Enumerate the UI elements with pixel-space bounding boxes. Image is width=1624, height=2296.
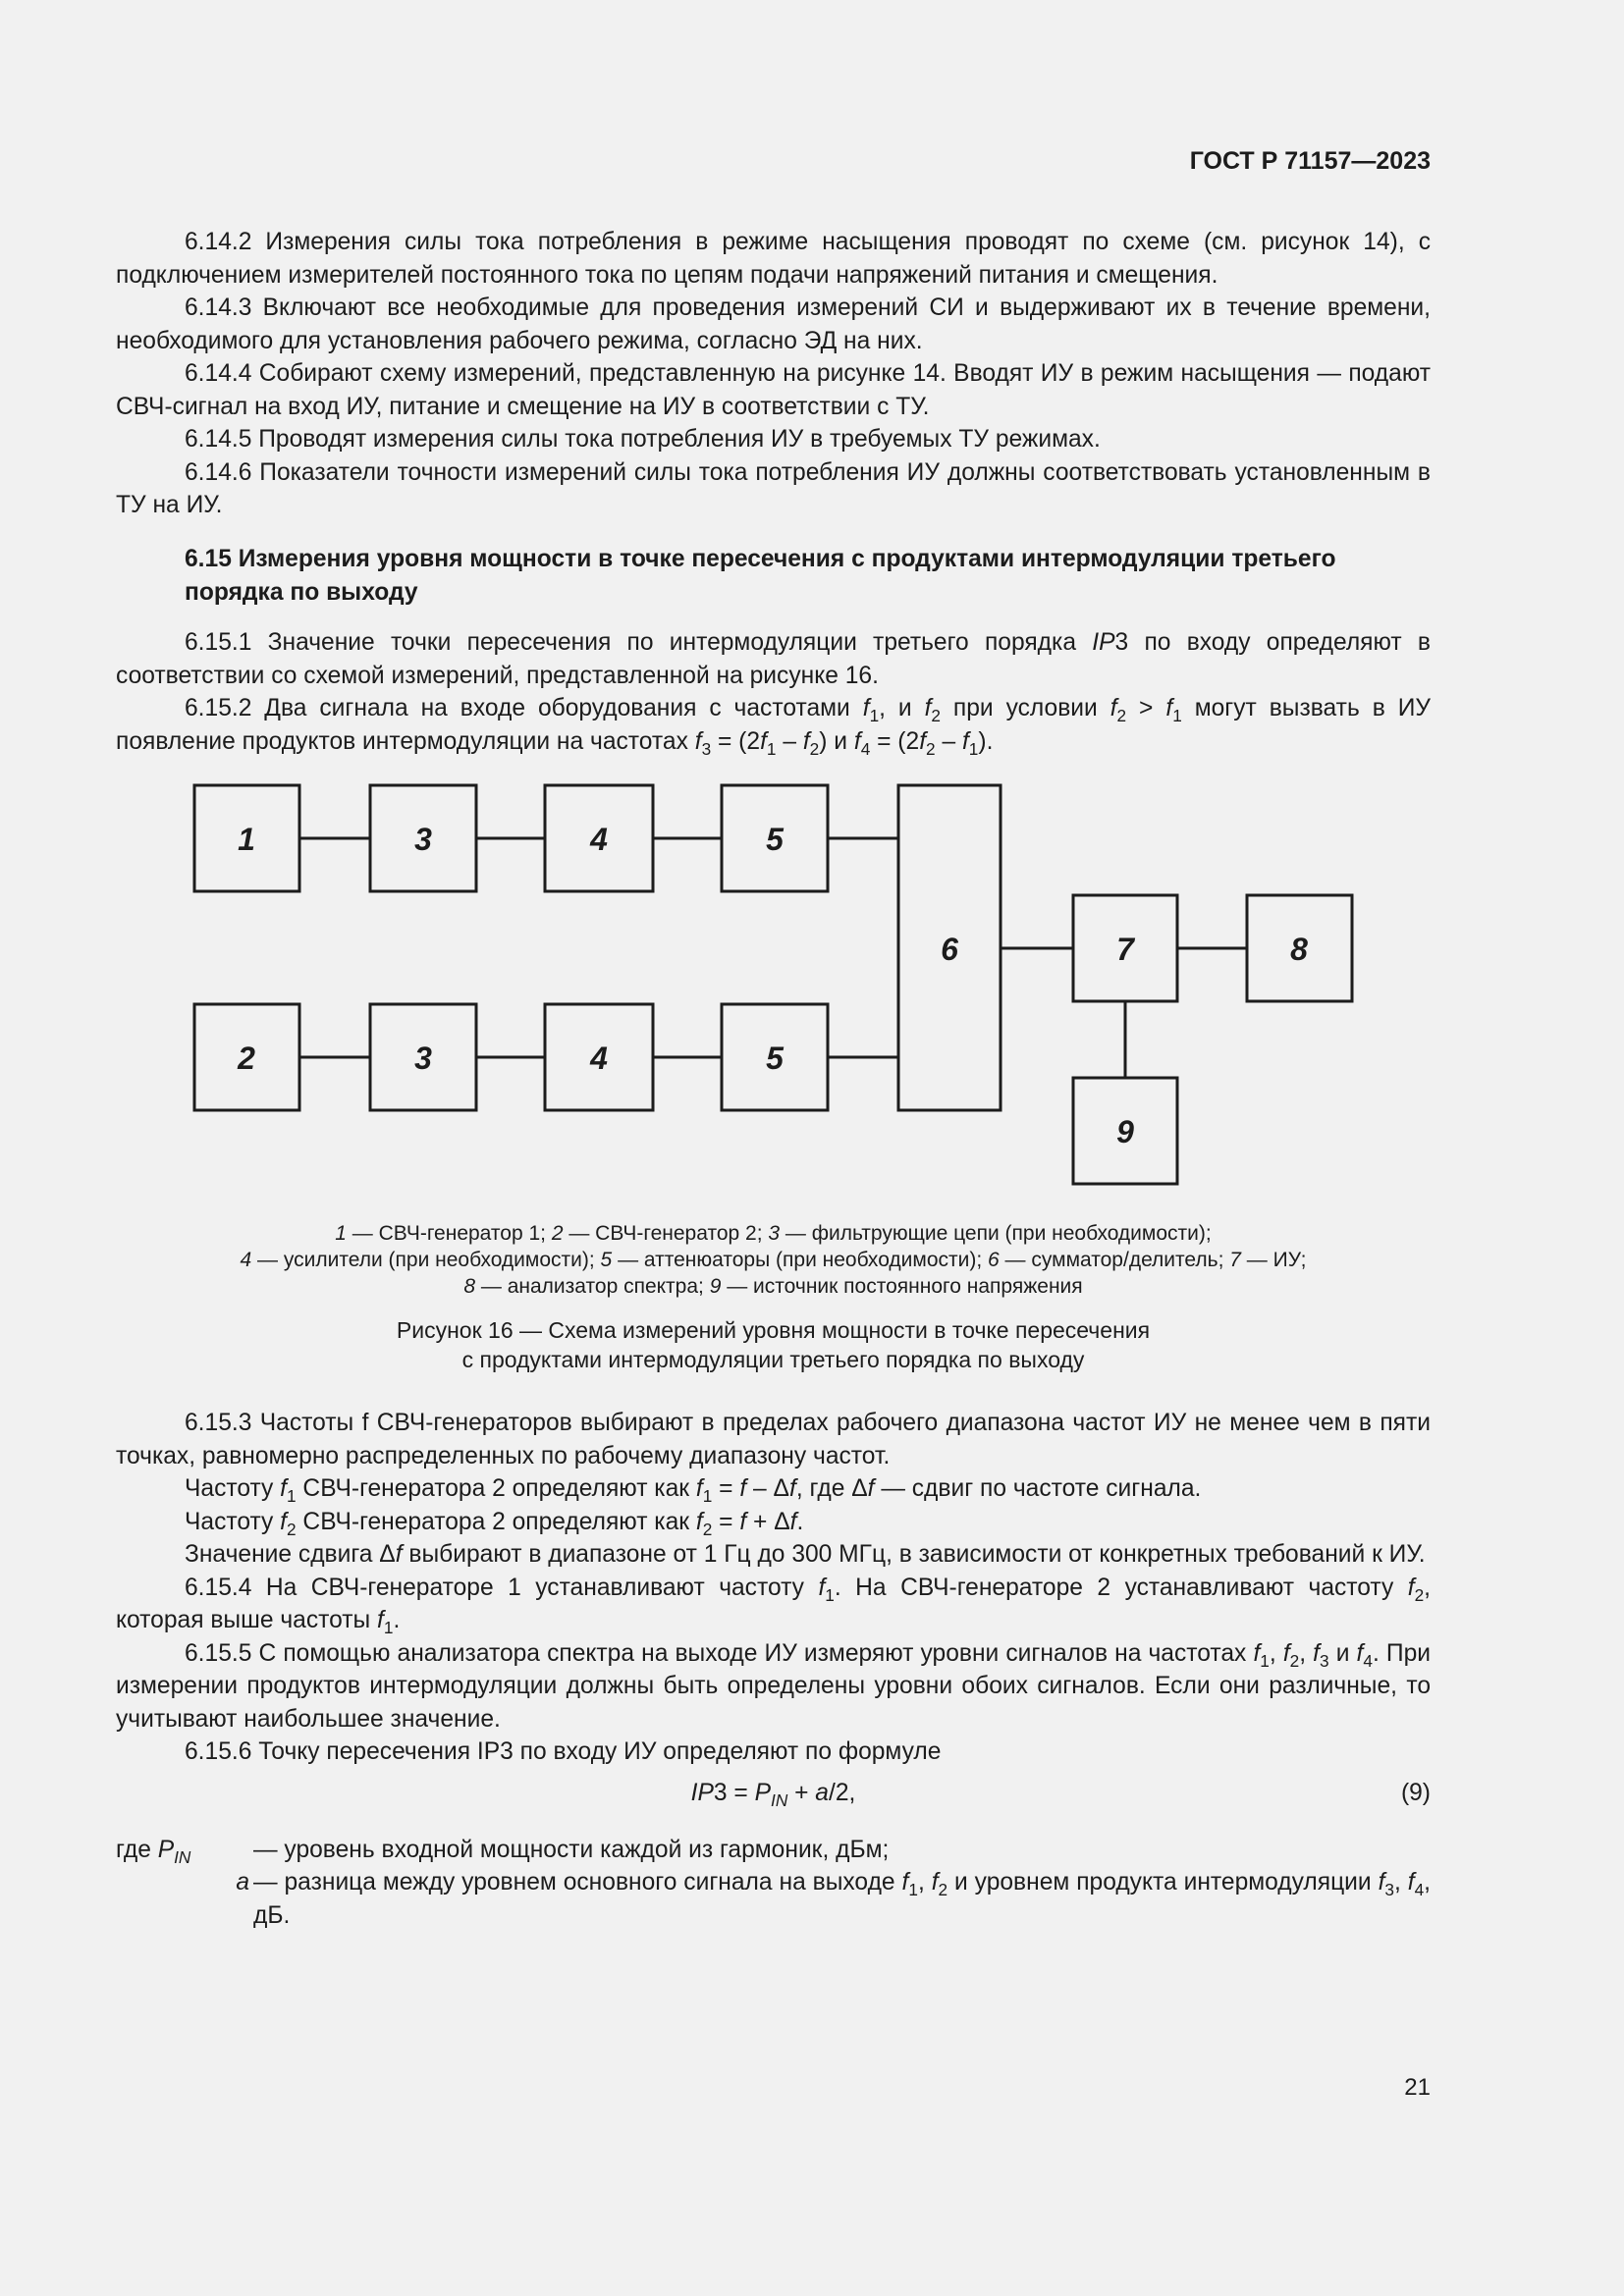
document-header: ГОСТ Р 71157—2023 [1189, 147, 1431, 175]
legend-line: 4 — усилители (при необходимости); 5 — аттенюаторы (при необходимости); 6 — сумматор/делитель; 7 — ИУ; [240, 1249, 1307, 1271]
block-label: 4 [590, 822, 608, 857]
block-label: 7 [1116, 932, 1134, 967]
paragraph-6-15-3: 6.15.3 Частоты f СВЧ-генераторов выбирают в пределах рабочего диапазона частот ИУ не менее чем в пяти точках, равномерно распределенных по рабочему диапазону частот. [116, 1410, 1431, 1469]
formula-9 [116, 1777, 1431, 1812]
paragraph-6-15-6: 6.15.6 Точку пересечения IP3 по входу ИУ определяют по формуле [185, 1738, 942, 1765]
paragraph: 6.14.3 Включают все необходимые для проведения измерений СИ и выдерживают их в течение времени, необходимого для установления рабочего режима, согласно ЭД на них. [116, 294, 1431, 354]
figure-title: Рисунок 16 — Схема измерений уровня мощности в точке пересечения с продуктами интермодуляции третьего порядка по выходу [396, 1317, 1151, 1372]
page-number: 21 [1404, 2074, 1431, 2101]
formula-line-f1: Частоту $f_1$ СВЧ-генератора 2 определяют как $f_1 = f - \Delta f$, где Δf — сдвиг по частоте сигнала. [185, 1475, 1202, 1506]
paragraph: 6.14.2 Измерения силы тока потребления в режиме насыщения проводят по схеме (см. рисунок 14), с подключением измерителей постоянного тока по цепям подачи напряжений питания и смещения. [116, 229, 1431, 289]
paragraph: 6.14.5 Проводят измерения силы тока потребления ИУ в требуемых ТУ режимах. [185, 426, 1101, 453]
paragraph-6-15-4: 6.15.4 На СВЧ-генераторе 1 устанавливают частоту $f_1$. На СВЧ-генераторе 2 устанавливают частоту $f_2$, которая выше частоты $f_1$. [116, 1574, 1432, 1637]
block-label: 9 [1116, 1114, 1134, 1149]
paragraph-6-15-5: 6.15.5 С помощью анализатора спектра на выходе ИУ измеряют уровни сигналов на частотах $f_1$, $f_2$, $f_3$ и $f_4$. При измерении продуктов интермодуляции должны быть определены уровни обоих сигналов. Если они различные, то учитывают наибольшее значение. [116, 1639, 1431, 1733]
section-heading: 6.15 Измерения уровня мощности в точке пересечения с продуктами интермодуляции третьего порядка по выходу [185, 546, 1336, 606]
formula-expression: $IP3 = P_{IN} + a/2$, [690, 1779, 856, 1810]
block-label: 4 [590, 1041, 608, 1076]
definition-a: a — разница между уровнем основного сигнала на выходе $f_1$, $f_2$ и уровнем продукта интермодуляции $f_3$, $f_4$, дБ. [236, 1869, 1431, 1929]
block-label: 3 [414, 1041, 432, 1076]
definition-pin: где $P_{IN}$ — уровень входной мощности каждой из гармоник, дБм; [116, 1836, 890, 1867]
block-label: 8 [1290, 932, 1308, 967]
paragraph-shift: Значение сдвига Δf выбирают в диапазоне от 1 Гц до 300 МГц, в зависимости от конкретных требований к ИУ. [185, 1541, 1426, 1568]
block-label: 3 [414, 822, 432, 857]
block-label: 5 [766, 1041, 784, 1076]
paragraph-6-15-1: 6.15.1 Значение точки пересечения по интермодуляции третьего порядка IP3 по входу определяют в соответствии со схемой измерений, представленной на рисунке 16. [116, 629, 1431, 689]
formula-line-f2: Частоту $f_2$ СВЧ-генератора 2 определяют как $f_2 = f + \Delta f$. [185, 1508, 804, 1539]
formula-definitions [116, 1834, 1431, 1933]
block-label: 6 [941, 932, 958, 967]
legend-line: 8 — анализатор спектра; 9 — источник постоянного напряжения [463, 1275, 1083, 1298]
paragraph: 6.14.6 Показатели точности измерений силы тока потребления ИУ должны соответствовать установленным в ТУ на ИУ. [116, 458, 1431, 518]
block-label: 1 [238, 822, 255, 857]
paragraph: 6.14.4 Собирают схему измерений, представленную на рисунке 14. Вводят ИУ в режим насыщения — подают СВЧ-сигнал на вход ИУ, питание и смещение на ИУ в соответствии с ТУ. [116, 360, 1431, 420]
paragraph-6-15-2: 6.15.2 Два сигнала на входе оборудования с частотами $f_1$, и $f_2$ при условии $f_2 > f_1$ могут вызвать в ИУ появление продуктов интермодуляции на частотах $f_3 = (2f_1 - f_2)$ и $f_4 = (2f_2 - f_1)$. [116, 695, 1431, 759]
figure-legend [116, 1220, 1431, 1300]
equation-number: (9) [1400, 1779, 1431, 1806]
block-label: 5 [766, 822, 784, 857]
legend-line: 1 — СВЧ-генератор 1; 2 — СВЧ-генератор 2; 3 — фильтрующие цепи (при необходимости); [335, 1222, 1212, 1245]
block-label: 2 [238, 1041, 255, 1076]
section-6-15-cont [116, 1407, 1431, 1932]
